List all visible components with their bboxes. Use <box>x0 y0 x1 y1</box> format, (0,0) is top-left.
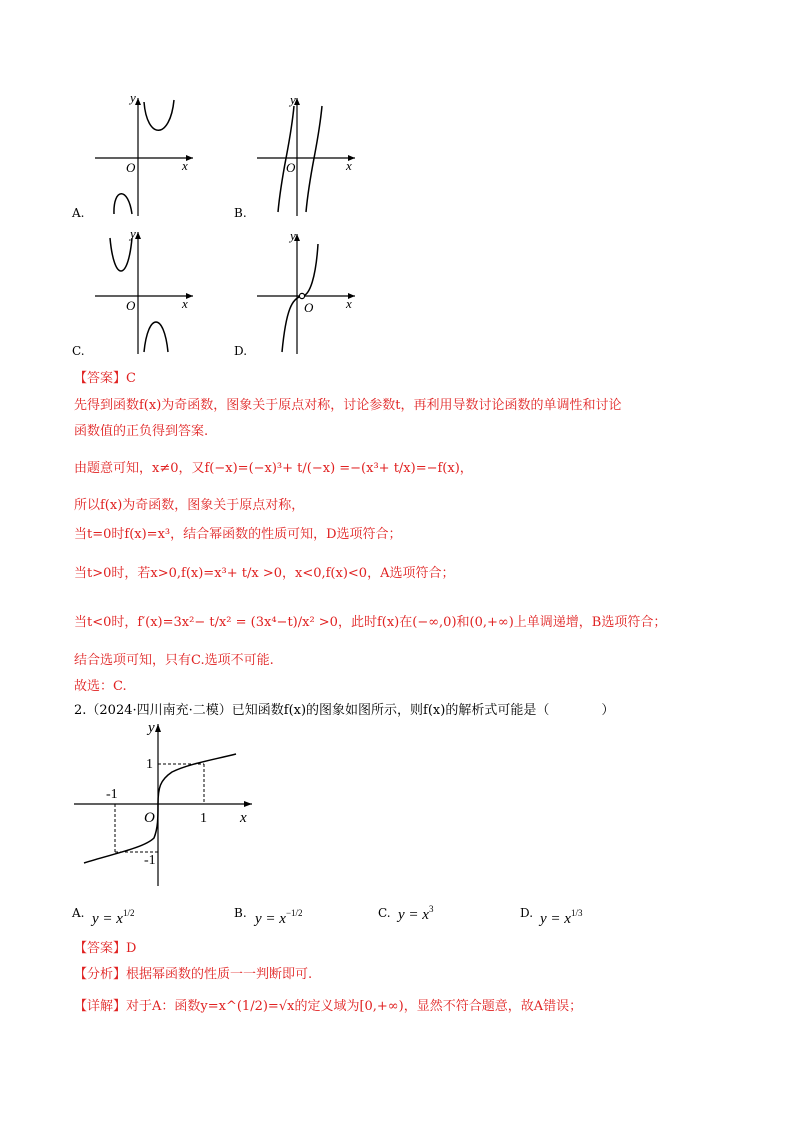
axis-label-y: y <box>130 90 136 105</box>
axis-label-y: y <box>290 92 296 107</box>
q1-detail-line-3: 当t=0时f(x)=x³，结合幂函数的性质可知，D选项符合； <box>74 527 402 542</box>
axis-label-x: x <box>346 296 352 311</box>
option-a-letter: A. <box>72 206 85 220</box>
analysis-tag: 【分析】 <box>74 967 127 982</box>
axis-label-origin: O <box>144 810 155 826</box>
axis-label-origin: O <box>286 160 296 175</box>
answer-tag: 【答案】 <box>74 941 127 956</box>
q2-answer <box>74 937 136 956</box>
graph-option-d <box>252 226 362 356</box>
tick-label-neg1-x: -1 <box>106 787 118 802</box>
q2-stem: 2.（2024·四川南充·二模）已知函数f(x)的图象如图所示，则f(x)的解析式可能是（ ） <box>74 703 615 718</box>
graph-option-c <box>90 226 200 356</box>
q2-option-d-expr: $y = x^{1/3}$ <box>540 908 583 927</box>
analysis-text: 根据幂函数的性质一一判断即可. <box>126 967 313 982</box>
answer-tag: 【答案】 <box>74 371 127 386</box>
q2-analysis <box>74 963 312 982</box>
q1-detail-line-2: 所以f(x)为奇函数，图象关于原点对称， <box>74 498 305 513</box>
q1-detail-line-6: 结合选项可知，只有C.选项不可能. <box>74 653 274 668</box>
axis-label-y: y <box>130 226 136 241</box>
tick-label-neg1-y: -1 <box>144 853 156 868</box>
axis-label-y: y <box>290 228 296 243</box>
axis-label-x: x <box>240 810 247 826</box>
q2-option-c-expr: $y = x^3$ <box>398 904 434 923</box>
q1-detail-line-1: 由题意可知，x≠0，又f(−x)=(−x)³+ t/(−x) =−(x³+ t/x)=−f(x)， <box>74 461 473 476</box>
q1-detail-line-7: 故选：C. <box>74 679 127 694</box>
q2-option-b-expr: $y = x^{-1/2}$ <box>255 908 303 927</box>
graph-option-b <box>252 88 362 218</box>
axis-label-x: x <box>182 158 188 173</box>
option-b-letter: B. <box>234 206 247 220</box>
q2-option-a-letter: A. <box>72 906 85 920</box>
answer-value: C <box>126 371 136 386</box>
detail-tag: 【详解】 <box>74 999 127 1014</box>
q2-option-b-letter: B. <box>234 906 247 920</box>
axis-label-origin: O <box>304 300 314 315</box>
q1-answer <box>74 367 136 386</box>
q2-option-a-expr: $y = x^{1/2}$ <box>92 908 135 927</box>
detail-text: 对于A：函数y=x^(1/2)=√x的定义域为[0,+∞)，显然不符合题意，故A错误； <box>126 999 583 1014</box>
axis-label-x: x <box>182 296 188 311</box>
tick-label-pos1-y: 1 <box>146 757 153 772</box>
q2-option-d-letter: D. <box>520 906 534 920</box>
axis-label-origin: O <box>126 298 136 313</box>
graph-option-a <box>90 88 200 218</box>
option-d-letter: D. <box>234 344 248 358</box>
q2-option-c-letter: C. <box>378 906 391 920</box>
q2-function-graph <box>72 718 262 888</box>
q1-detail-line-5: 当t<0时，f′(x)=3x²− t/x² = (3x⁴−t)/x² >0，此时f(x)在(−∞,0)和(0,+∞)上单调递增，B选项符合； <box>74 615 667 630</box>
answer-value: D <box>126 941 137 956</box>
q1-detail-line-4: 当t>0时，若x>0,f(x)=x³+ t/x >0，x<0,f(x)<0，A选项符合； <box>74 566 455 581</box>
axis-label-x: x <box>346 158 352 173</box>
q1-analysis-line-1: 先得到函数f(x)为奇函数，图象关于原点对称，讨论参数t，再利用导数讨论函数的单调性和讨论 <box>74 398 622 413</box>
q1-analysis-line-2: 函数值的正负得到答案. <box>74 424 209 439</box>
option-c-letter: C. <box>72 344 85 358</box>
tick-label-pos1-x: 1 <box>200 811 207 826</box>
axis-label-origin: O <box>126 160 136 175</box>
q2-detail <box>74 995 582 1014</box>
axis-label-y: y <box>148 720 155 736</box>
